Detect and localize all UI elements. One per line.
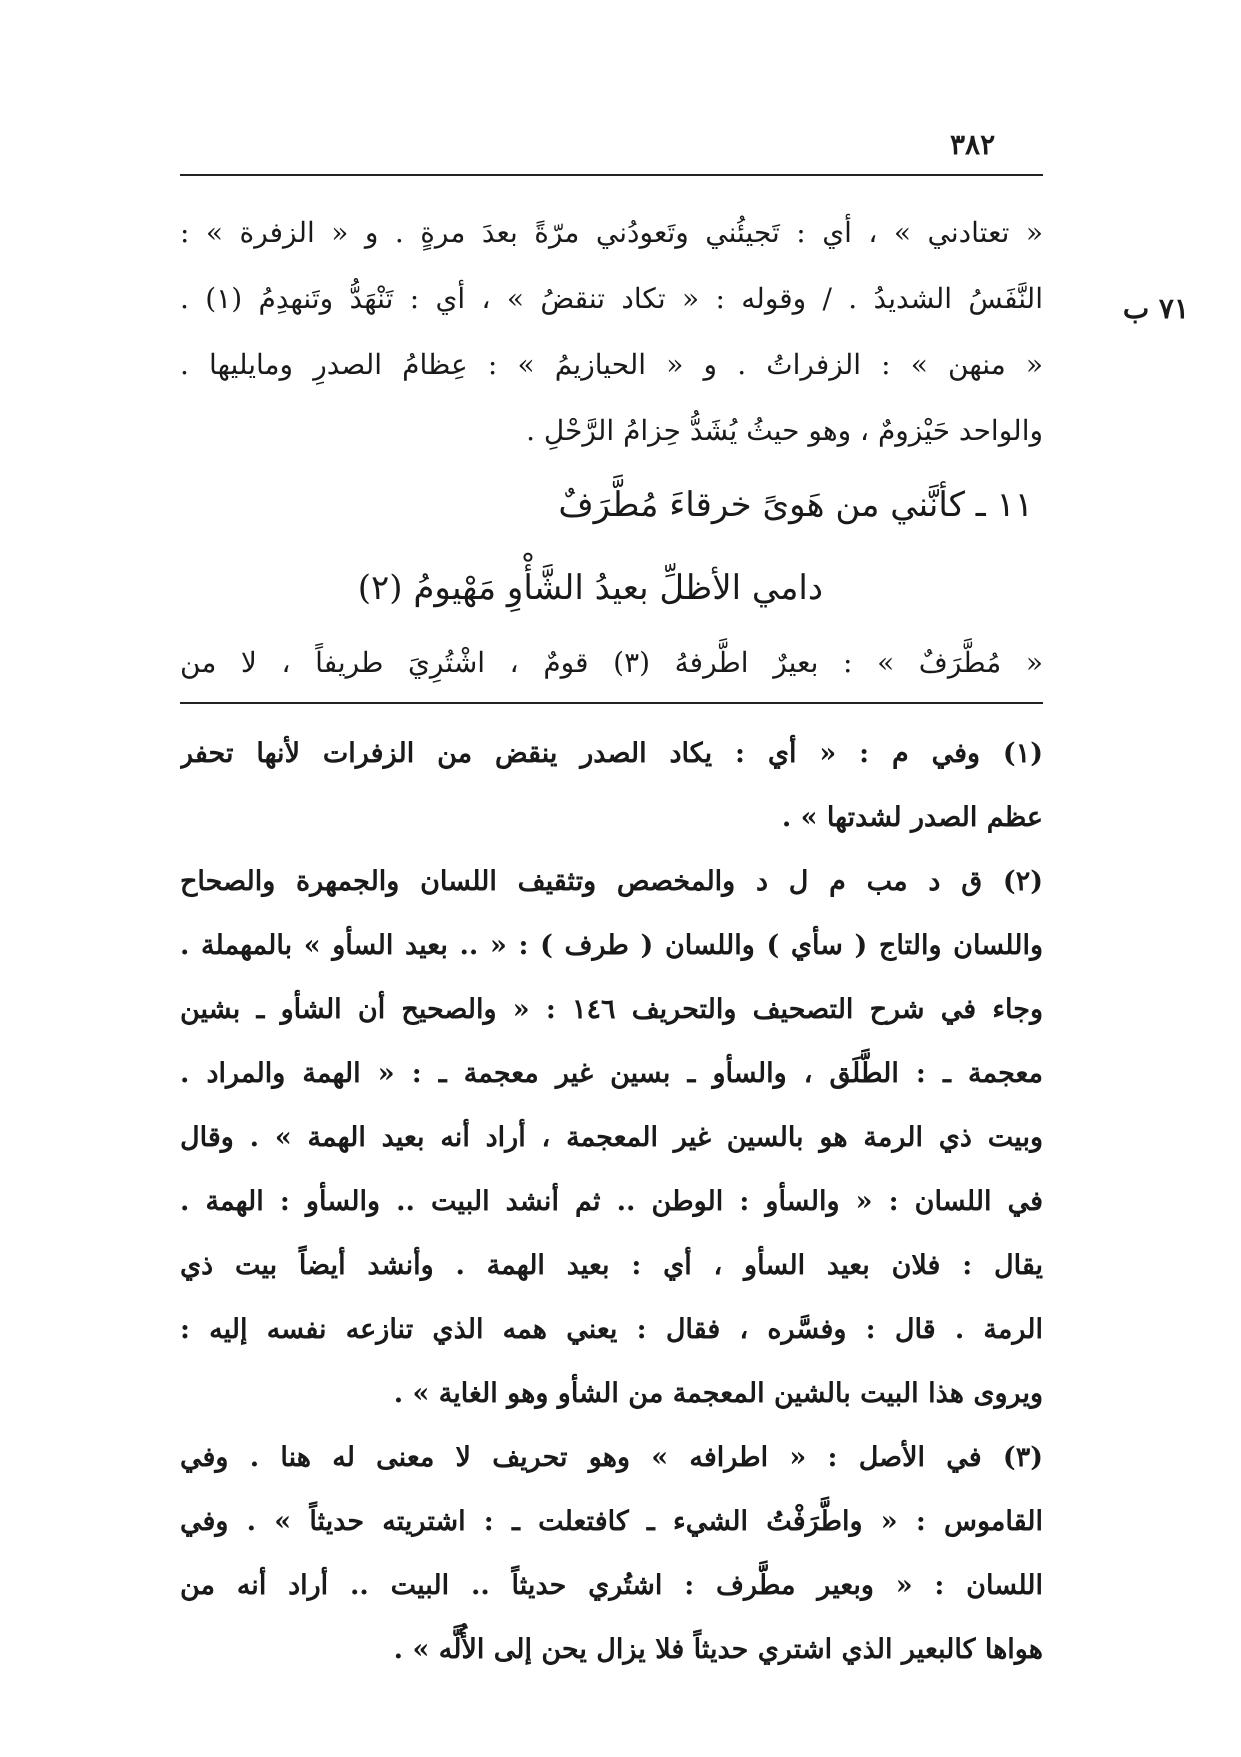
footnote-line: واللسان والتاج ( سأي ) واللسان ( طرف ) : « .. بعيد السأو » بالمهملة .	[180, 930, 1043, 961]
footnote-line: اللسان : « وبعير مطَّرف : اشتُري حديثاً .. البيت .. أراد أنه من	[180, 1570, 1043, 1601]
footnote-rule	[180, 702, 1043, 704]
text-line: والواحد حَيْزومٌ ، وهو حيثُ يُشَدُّ حِزامُ الرَّحْلِ .	[526, 414, 1043, 447]
footnote-line: يقال : فلان بعيد السأو ، أي : بعيد الهمة . وأنشد أيضاً بيت ذي	[180, 1250, 1043, 1281]
text-line: النَّفَسُ الشديدُ . / وقوله : « تكاد تنقضُ » ، أي : تَنْهَدُّ وتَنهدِمُ (١) .	[180, 282, 1043, 315]
footnote-line: في اللسان : « والسأو : الوطن .. ثم أنشد البيت .. والسأو : الهمة .	[180, 1186, 1043, 1217]
footnote-line: وبيت ذي الرمة هو بالسين غير المعجمة ، أراد أنه بعيد الهمة » . وقال	[180, 1122, 1043, 1153]
footnote-line: (١) وفي م : « أي : يكاد الصدر ينقض من الزفرات لأنها تحفر	[180, 738, 1043, 769]
footnote-line: (٢) ق د مب م ل د والمخصص وتثقيف اللسان والجمهرة والصحاح	[180, 866, 1043, 897]
footnote-line: معجمة ـ : الطَّلَق ، والسأو ـ بسين غير معجمة ـ : « الهمة والمراد .	[180, 1058, 1043, 1089]
footnote-line: الرمة . قال : وفسَّره ، فقال : يعني همه الذي تنازعه نفسه إليه :	[180, 1314, 1043, 1345]
footnote-line: (٣) في الأصل : « اطرافه » وهو تحريف لا معنى له هنا . وفي	[180, 1442, 1043, 1473]
text-line: « مُطَّرَفٌ » : بعيرٌ اطَّرفهُ (٣) قومٌ ، اشْتُرِيَ طريفاً ، لا من	[180, 646, 1043, 679]
footnotes	[180, 722, 1043, 1682]
verse-second-hemistich: دامي الأظلِّ بعيدُ الشَّأْوِ مَهْيومُ (٢)	[357, 568, 823, 608]
footnote-line: عظم الصدر لشدتها » .	[781, 802, 1043, 833]
verse-first-hemistich: ١١ ـ كأنَّني من هَوىً خرقاءَ مُطَّرَفٌ	[558, 485, 1033, 525]
margin-note: ٧١ ب	[1122, 292, 1189, 325]
footnote-line: ويروى هذا البيت بالشين المعجمة من الشأو وهو الغاية » .	[393, 1378, 1043, 1409]
header-rule	[180, 174, 1043, 176]
text-line: « منهن » : الزفراتُ . و « الحيازيمُ » : عِظامُ الصدرِ ومايليها .	[180, 348, 1043, 381]
text-line: « تعتادني » ، أي : تَجيئُني وتَعودُني مرّةً بعدَ مرةٍ . و « الزفرة » :	[180, 216, 1043, 249]
main-text	[180, 200, 1043, 696]
footnote-line: وجاء في شرح التصحيف والتحريف ١٤٦ : « والصحيح أن الشأو ـ بشين	[180, 994, 1043, 1025]
footnote-line: هواها كالبعير الذي اشتري حديثاً فلا يزال يحن إلى الأُلَّه » .	[393, 1634, 1043, 1665]
footnote-line: القاموس : « واطَّرَفْتُ الشيء ـ كافتعلت ـ : اشتريته حديثاً » . وفي	[180, 1506, 1043, 1537]
page-number: ٣٨٢	[950, 128, 996, 161]
